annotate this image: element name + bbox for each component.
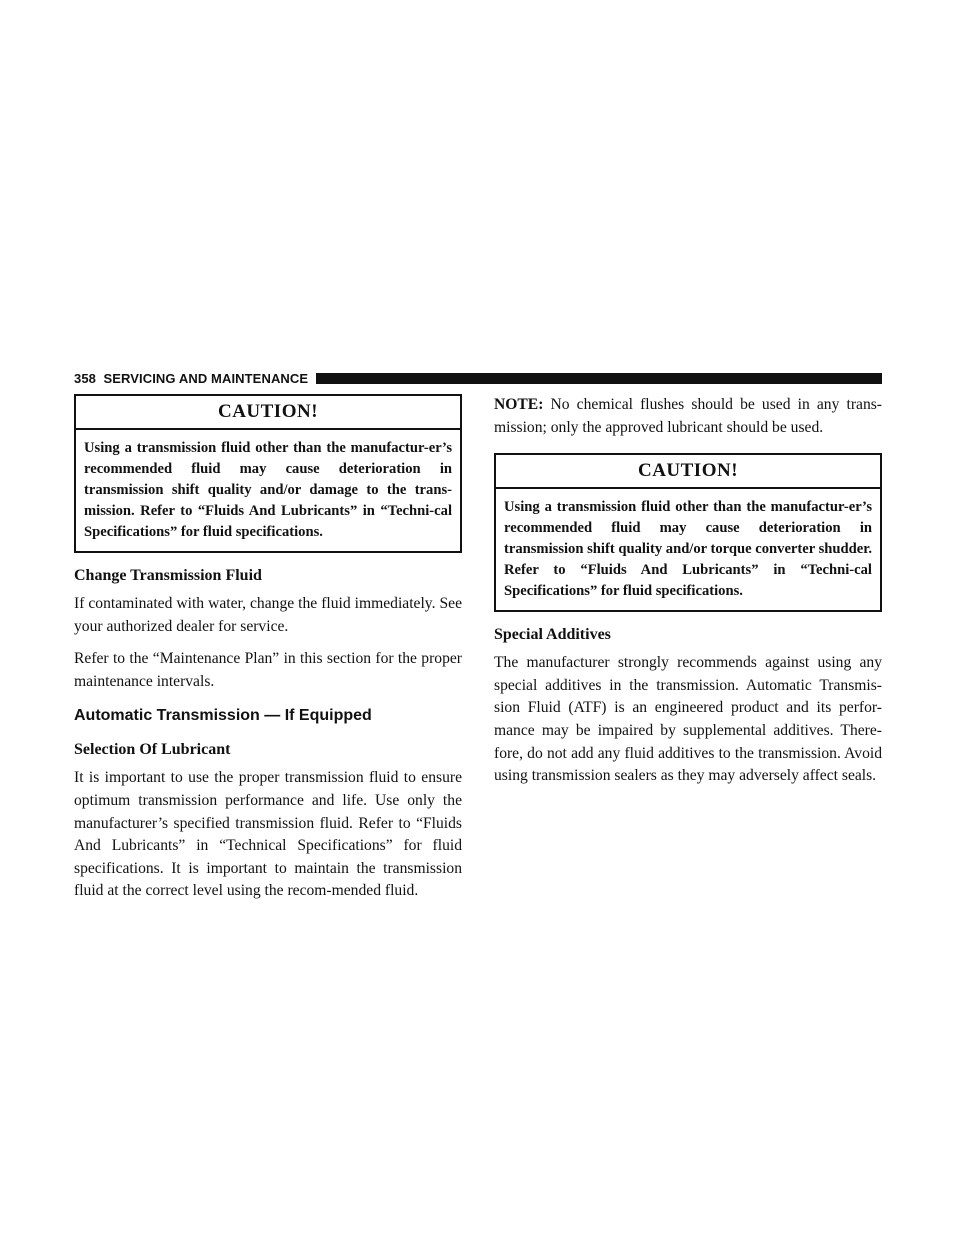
special-additives-paragraph: The manufacturer strongly recommends against using any special additives in the transmission. Automatic Transmis-sion Fluid (ATF) is an engineered product and its perfor-mance may be impaired by supplemental additives. There-fore, do not add any fluid additives to the transmission. Avoid using transmission sealers as they may adversely affect seals. xyxy=(494,654,882,785)
lubricant-paragraph: It is important to use the proper transmission fluid to ensure optimum transmission performance and life. Use only the manufacturer’s specified transmission fluid. Refer to “Fluids And Lubricants” in “Technical Specifications” for fluid specifications. It is important to maintain the transmission fluid at the correct level using the recom-mended fluid. xyxy=(74,769,462,900)
header-rule xyxy=(316,373,882,384)
change-fluid-paragraph-2: Refer to the “Maintenance Plan” in this section for the proper maintenance intervals. xyxy=(74,650,462,690)
page-header-text xyxy=(74,371,316,386)
caution-title-2: CAUTION! xyxy=(496,455,880,489)
note-label: NOTE: xyxy=(494,396,544,413)
right-column xyxy=(494,394,882,798)
section-title: SERVICING AND MAINTENANCE xyxy=(103,370,309,386)
caution-box xyxy=(74,394,462,553)
lubricant-heading: Selection Of Lubricant xyxy=(74,741,231,759)
left-column xyxy=(74,394,462,913)
page-number: 358 xyxy=(74,370,96,386)
caution-text: Using a transmission fluid other than the manufactur-er’s recommended fluid may cause deterioration in transmission shift quality and/or damage to the trans-mission. Refer to “Fluids And Lubricants” in “Techni-cal Specifications” for fluid specifications. xyxy=(84,440,452,540)
note-paragraph xyxy=(494,394,882,439)
page-header xyxy=(74,370,882,386)
change-fluid-paragraph-1: If contaminated with water, change the fluid immediately. See your authorized dealer for service. xyxy=(74,595,462,635)
change-fluid-heading: Change Transmission Fluid xyxy=(74,567,262,584)
caution-title: CAUTION! xyxy=(76,396,460,430)
special-additives-heading: Special Additives xyxy=(494,626,611,644)
auto-transmission-heading: Automatic Transmission — If Equipped xyxy=(74,707,372,725)
caution-text-2: Using a transmission fluid other than the manufactur-er’s recommended fluid may cause deterioration in transmission shift quality and/or torque converter shudder. Refer to “Fluids And Lubricants” in “Techni-cal Specifications” for fluid specifications. xyxy=(504,499,872,600)
note-text: No chemical flushes should be used in any trans-mission; only the approved lubricant should be used. xyxy=(494,396,882,436)
caution-box-2 xyxy=(494,453,882,612)
